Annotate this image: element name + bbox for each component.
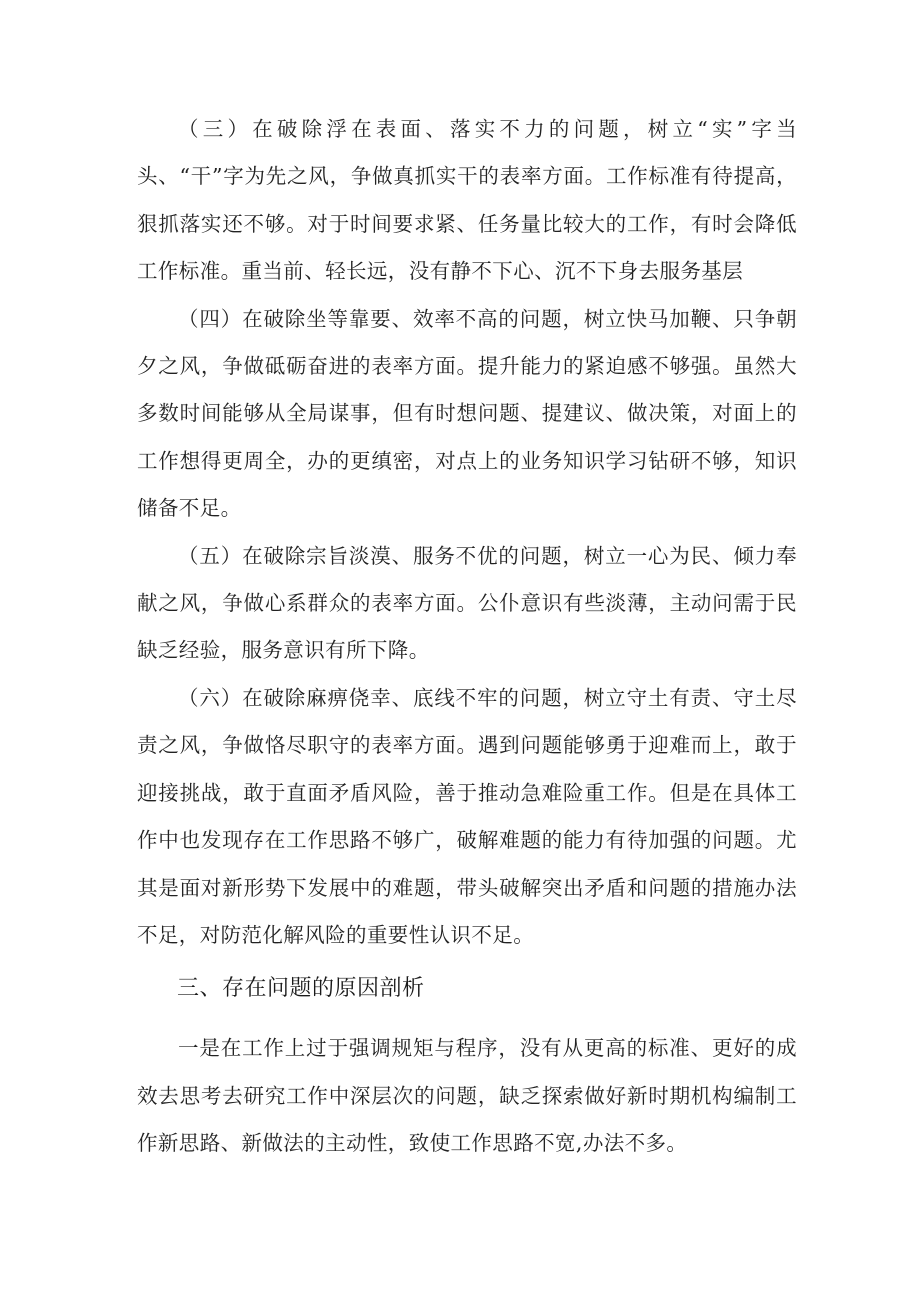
paragraph-section-3: （三）在破除浮在表面、落实不力的问题，树立“实”字当头、“干”字为先之风，争做真抓实干的表率方面。工作标准有待提高，狠抓落实还不够。对于时间要求紧、任务量比较大的工作，有时会降低工作标准。重当前、轻长远，没有静不下心、沉不下身去服务基层 bbox=[137, 117, 797, 284]
paragraph-cause-1: 一是在工作上过于强调规矩与程序，没有从更高的标准、更好的成效去思考去研究工作中深层次的问题，缺乏探索做好新时期机构编制工作新思路、新做法的主动性，致使工作思路不宽,办法不多。 bbox=[137, 1036, 797, 1156]
document-body bbox=[137, 106, 797, 1168]
section-heading: 三、存在问题的原因剖析 bbox=[177, 976, 425, 1002]
paragraph-section-6: （六）在破除麻痹侥幸、底线不牢的问题，树立守土有责、守土尽责之风，争做恪尽职守的表率方面。遇到问题能够勇于迎难而上，敢于迎接挑战，敢于直面矛盾风险，善于推动急难险重工作。但是在具体工作中也发现存在工作思路不够广，破解难题的能力有待加强的问题。尤其是面对新形势下发展中的难题，带头破解突出矛盾和问题的措施办法不足，对防范化解风险的重要性认识不足。 bbox=[137, 685, 797, 947]
paragraph-section-5: （五）在破除宗旨淡漠、服务不优的问题，树立一心为民、倾力奉献之风，争做心系群众的表率方面。公仆意识有些淡薄，主动问需于民缺乏经验，服务意识有所下降。 bbox=[137, 543, 797, 663]
paragraph-section-4: （四）在破除坐等靠要、效率不高的问题，树立快马加鞭、只争朝夕之风，争做砥砺奋进的表率方面。提升能力的紧迫感不够强。虽然大多数时间能够从全局谋事，但有时想问题、提建议、做决策，对面上的工作想得更周全，办的更缜密，对点上的业务知识学习钻研不够，知识储备不足。 bbox=[137, 306, 797, 521]
